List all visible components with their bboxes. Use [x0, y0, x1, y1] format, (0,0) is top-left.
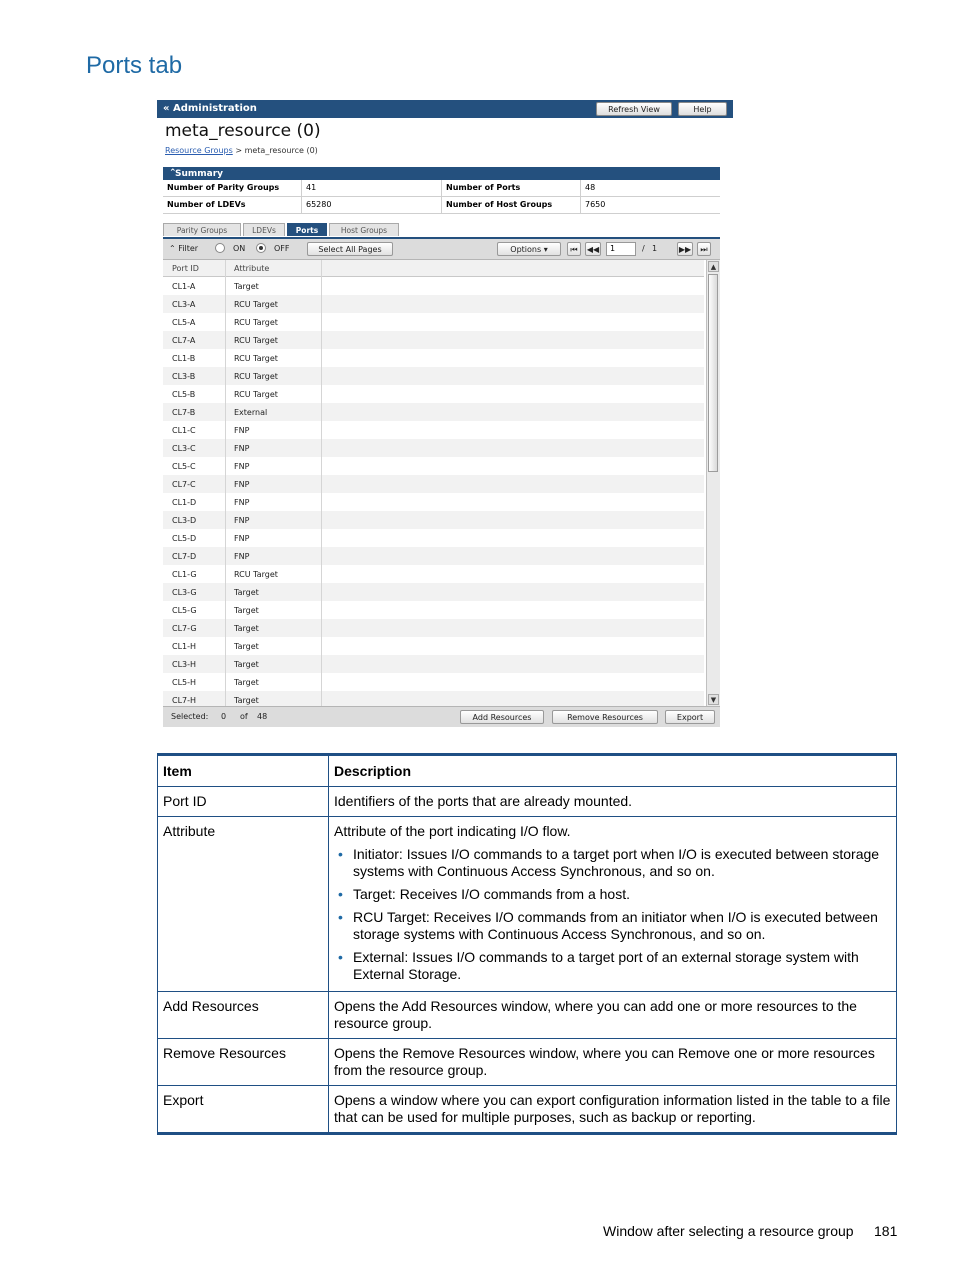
filter-on-radio[interactable] [215, 243, 225, 253]
next-page-icon[interactable]: ▶▶ [677, 242, 693, 256]
of-label: of [240, 712, 248, 721]
port-id-cell: CL1-G [172, 570, 197, 579]
grid-body [163, 277, 704, 706]
summary-value: 65280 [306, 200, 332, 209]
table-row [158, 817, 897, 992]
port-id-cell: CL5-B [172, 390, 196, 399]
port-id-cell: CL1-H [172, 642, 197, 651]
description-cell: Identifiers of the ports that are already mounted. [329, 787, 897, 817]
attribute-cell: FNP [234, 462, 250, 471]
item-cell: Add Resources [158, 992, 329, 1039]
filter-off-radio[interactable] [256, 243, 266, 253]
breadcrumb-current: meta_resource (0) [244, 146, 318, 155]
tab-ldevs[interactable]: LDEVs [243, 223, 285, 236]
attribute-cell: RCU Target [234, 336, 278, 345]
table-row [158, 992, 897, 1039]
remove-resources-button[interactable]: Remove Resources [552, 710, 658, 724]
table-row[interactable] [163, 583, 704, 601]
port-id-cell: CL5-A [172, 318, 196, 327]
description-text: Attribute of the port indicating I/O flow. [334, 823, 571, 839]
filter-off-label: OFF [274, 244, 290, 253]
port-id-cell: CL3-A [172, 300, 196, 309]
last-page-icon[interactable]: ⏭ [697, 242, 711, 256]
attribute-cell: Target [234, 588, 259, 597]
attribute-cell: Target [234, 696, 259, 705]
attribute-cell: RCU Target [234, 372, 278, 381]
table-row[interactable] [163, 439, 704, 457]
description-cell: Opens the Remove Resources window, where you can Remove one or more resources from the resource group. [329, 1039, 897, 1086]
port-id-cell: CL7-A [172, 336, 196, 345]
scroll-thumb[interactable] [708, 274, 718, 472]
table-row[interactable] [163, 565, 704, 583]
attribute-cell: FNP [234, 498, 250, 507]
table-row[interactable] [163, 421, 704, 439]
description-table [157, 753, 897, 1135]
attribute-cell: External [234, 408, 268, 417]
attribute-cell: RCU Target [234, 318, 278, 327]
page-number-input[interactable]: 1 [606, 242, 636, 256]
breadcrumb-separator: > [235, 146, 243, 155]
item-cell: Remove Resources [158, 1039, 329, 1086]
table-row[interactable] [163, 619, 704, 637]
table-row[interactable] [163, 403, 704, 421]
port-id-cell: CL7-G [172, 624, 197, 633]
options-dropdown[interactable]: Options ▾ [497, 242, 561, 256]
table-row[interactable] [163, 313, 704, 331]
administration-bar [157, 100, 733, 118]
add-resources-button[interactable]: Add Resources [460, 710, 544, 724]
first-page-icon[interactable]: ⏮ [567, 242, 581, 256]
select-all-pages-button[interactable]: Select All Pages [307, 242, 393, 256]
item-cell: Port ID [158, 787, 329, 817]
table-header-row [158, 755, 897, 787]
header-description: Description [329, 755, 897, 787]
page-number: 181 [874, 1223, 898, 1239]
scroll-down-icon[interactable]: ▼ [708, 694, 719, 705]
table-row[interactable] [163, 673, 704, 691]
refresh-view-button[interactable]: Refresh View [596, 102, 672, 116]
attribute-list [334, 846, 891, 983]
column-header-port-id[interactable]: Port ID [172, 264, 199, 273]
table-row [158, 1039, 897, 1086]
table-row[interactable] [163, 295, 704, 313]
table-row[interactable] [163, 547, 704, 565]
section-title: Ports tab [86, 52, 183, 79]
table-row[interactable] [163, 601, 704, 619]
attribute-cell: RCU Target [234, 390, 278, 399]
list-item: • Initiator: Issues I/O commands to a target port when I/O is executed between storage systems with Continuous Access Synchronous, and so on. [353, 846, 891, 880]
attribute-cell: FNP [234, 480, 250, 489]
tab-host-groups[interactable]: Host Groups [329, 223, 399, 236]
page-total: 1 [652, 244, 658, 253]
header-item: Item [158, 755, 329, 787]
summary-header[interactable]: ⌃ Summary [163, 167, 720, 180]
attribute-cell: Target [234, 678, 259, 687]
summary-grid [163, 180, 720, 214]
administration-title[interactable]: « Administration [163, 103, 257, 114]
help-button[interactable]: Help [678, 102, 727, 116]
port-id-cell: CL3-B [172, 372, 196, 381]
table-row[interactable] [163, 655, 704, 673]
port-id-cell: CL1-B [172, 354, 196, 363]
tab-bar [163, 222, 720, 239]
summary-row [163, 180, 720, 197]
port-id-cell: CL1-C [172, 426, 196, 435]
port-id-cell: CL7-B [172, 408, 196, 417]
tab-parity-groups[interactable]: Parity Groups [163, 223, 241, 236]
port-id-cell: CL5-D [172, 534, 197, 543]
summary-label: Number of Host Groups [446, 200, 553, 209]
port-id-cell: CL1-A [172, 282, 196, 291]
summary-row [163, 197, 720, 214]
table-row[interactable] [163, 691, 704, 706]
vertical-scrollbar[interactable] [706, 260, 720, 706]
description-cell: Opens a window where you can export configuration information listed in the table to a file that can be used for multiple purposes, such as backup or reporting. [329, 1086, 897, 1134]
list-item: • Target: Receives I/O commands from a host. [353, 886, 891, 903]
table-row[interactable] [163, 277, 704, 295]
summary-value: 48 [585, 183, 596, 192]
port-id-cell: CL7-H [172, 696, 197, 705]
chevron-down-icon: ▾ [543, 245, 548, 254]
table-row[interactable] [163, 529, 704, 547]
port-id-cell: CL5-H [172, 678, 197, 687]
description-cell [329, 817, 897, 992]
table-row[interactable] [163, 367, 704, 385]
tab-ports[interactable]: Ports [287, 223, 327, 236]
table-row[interactable] [163, 457, 704, 475]
list-item: • External: Issues I/O commands to a target port of an external storage system with External Storage. [353, 949, 891, 983]
ports-tab-screenshot [157, 100, 733, 727]
attribute-cell: Target [234, 282, 259, 291]
attribute-cell: Target [234, 624, 259, 633]
attribute-cell: RCU Target [234, 354, 278, 363]
list-item: • RCU Target: Receives I/O commands from an initiator when I/O is executed between storage systems with Continuous Access Synchronous, and so on. [353, 909, 891, 943]
attribute-cell: FNP [234, 516, 250, 525]
port-id-cell: CL7-C [172, 480, 196, 489]
table-row[interactable] [163, 385, 704, 403]
item-cell: Attribute [158, 817, 329, 992]
port-id-cell: CL1-D [172, 498, 197, 507]
selected-count: 0 [221, 712, 227, 721]
table-row[interactable] [163, 349, 704, 367]
item-cell: Export [158, 1086, 329, 1134]
table-row [158, 1086, 897, 1134]
port-id-cell: CL7-D [172, 552, 197, 561]
table-row[interactable] [163, 331, 704, 349]
total-count: 48 [257, 712, 268, 721]
attribute-cell: Target [234, 606, 259, 615]
page-separator: / [642, 244, 645, 253]
summary-label: Number of LDEVs [167, 200, 246, 209]
attribute-cell: Target [234, 660, 259, 669]
scroll-up-icon[interactable]: ▲ [708, 261, 719, 272]
port-id-cell: CL3-D [172, 516, 197, 525]
attribute-cell: Target [234, 642, 259, 651]
grid-toolbar [163, 239, 720, 260]
summary-value: 7650 [585, 200, 606, 209]
summary-value: 41 [306, 183, 317, 192]
table-row [158, 787, 897, 817]
table-row[interactable] [163, 511, 704, 529]
selected-label: Selected: [171, 712, 209, 721]
ports-grid [163, 260, 704, 706]
grid-footer [163, 706, 720, 727]
summary-label: Number of Ports [446, 183, 521, 192]
footer-text: Window after selecting a resource group [603, 1223, 854, 1239]
resource-title: meta_resource (0) [165, 121, 321, 141]
table-row[interactable] [163, 475, 704, 493]
breadcrumb [165, 146, 318, 155]
description-cell: Opens the Add Resources window, where you can add one or more resources to the resource group. [329, 992, 897, 1039]
prev-page-icon[interactable]: ◀◀ [585, 242, 601, 256]
port-id-cell: CL5-C [172, 462, 196, 471]
attribute-cell: FNP [234, 426, 250, 435]
attribute-cell: FNP [234, 552, 250, 561]
filter-toggle[interactable]: ⌃ Filter [169, 244, 199, 253]
breadcrumb-resource-groups-link[interactable]: Resource Groups [165, 146, 233, 155]
attribute-cell: RCU Target [234, 300, 278, 309]
port-id-cell: CL3-C [172, 444, 196, 453]
attribute-cell: RCU Target [234, 570, 278, 579]
port-id-cell: CL5-G [172, 606, 197, 615]
table-row[interactable] [163, 637, 704, 655]
port-id-cell: CL3-G [172, 588, 197, 597]
port-id-cell: CL3-H [172, 660, 197, 669]
export-button[interactable]: Export [665, 710, 715, 724]
attribute-cell: FNP [234, 534, 250, 543]
attribute-cell: FNP [234, 444, 250, 453]
summary-label: Number of Parity Groups [167, 183, 280, 192]
filter-on-label: ON [233, 244, 246, 253]
grid-header [163, 260, 704, 277]
table-row[interactable] [163, 493, 704, 511]
column-header-attribute[interactable]: Attribute [234, 264, 270, 273]
